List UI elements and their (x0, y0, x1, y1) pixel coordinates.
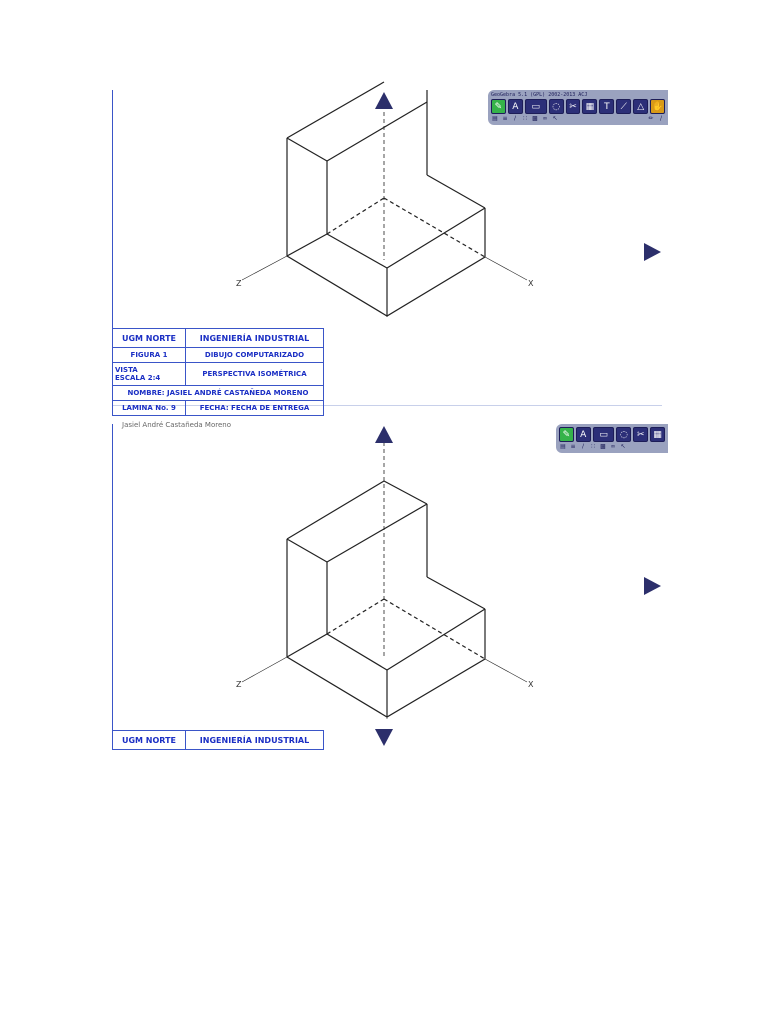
figure-cell: FIGURA 1 (113, 348, 186, 363)
ruler-icon[interactable]: ▭ (593, 427, 615, 442)
letter-a-icon[interactable]: A (576, 427, 591, 442)
color-icon[interactable]: ▩ (600, 443, 606, 450)
calculator-icon[interactable]: ▦ (582, 99, 597, 114)
calculator-icon[interactable]: ▦ (650, 427, 665, 442)
title-block (112, 730, 324, 750)
pencil-icon[interactable]: ✏ (648, 115, 654, 122)
glasses-icon[interactable]: ∞ (610, 443, 616, 450)
shape-top-right-edge (327, 102, 427, 161)
shape-step-left (327, 634, 387, 670)
view-scale-cell (113, 363, 186, 386)
shape-step-left (327, 234, 387, 268)
triangle-icon[interactable]: △ (633, 99, 648, 114)
x-axis-label: X (528, 680, 534, 689)
hidden-edge-1 (327, 198, 384, 234)
arrow-up-icon[interactable] (375, 92, 393, 109)
hand-icon[interactable]: ✋ (650, 99, 665, 114)
shape-top-front-edge (287, 539, 327, 562)
subject-cell: DIBUJO COMPUTARIZADO (186, 348, 324, 363)
school-cell: UGM NORTE (113, 731, 186, 750)
title-block (112, 328, 324, 416)
hidden-edge-2 (384, 198, 485, 257)
date-cell: FECHA: FECHA DE ENTREGA (186, 401, 324, 416)
name-cell: NOMBRE: JASIEL ANDRÉ CASTAÑEDA MORENO (113, 386, 324, 401)
x-axis-line (485, 659, 527, 682)
toolbar-title: GeoGebra 5.1 (GPL) 2002-2013 ACJ (491, 92, 588, 98)
z-axis-label: Z (236, 279, 242, 288)
shape-base-left (287, 234, 327, 256)
scale-label: ESCALA 2:4 (115, 374, 161, 382)
geogebra-toolbar (488, 90, 668, 125)
list-icon[interactable]: ≡ (570, 443, 576, 450)
arrow-right-icon[interactable] (644, 243, 661, 261)
z-axis-line (242, 657, 287, 682)
arrow-up-icon[interactable] (375, 426, 393, 443)
scissors-icon[interactable]: ✂ (566, 99, 581, 114)
shape-step-right (387, 208, 485, 268)
list-icon[interactable]: ≡ (502, 115, 508, 122)
pen-icon[interactable]: ✎ (559, 427, 574, 442)
sheet-cell: LAMINA No. 9 (113, 401, 186, 416)
eraser-icon[interactable]: ◌ (549, 99, 564, 114)
hidden-edge-1 (327, 599, 384, 634)
shape-top-right-edge (327, 504, 427, 562)
dots-icon[interactable]: ∷ (523, 115, 527, 122)
cut-off-text: Jasiel André Castañeda Moreno (122, 421, 231, 429)
career-cell: INGENIERÍA INDUSTRIAL (186, 731, 324, 750)
shape-base-left (287, 634, 327, 657)
scissors-icon[interactable]: ✂ (633, 427, 648, 442)
geogebra-toolbar (556, 424, 668, 453)
grid-icon[interactable]: ▤ (492, 115, 498, 122)
line-icon[interactable]: ∕ (581, 443, 585, 450)
school-cell: UGM NORTE (113, 329, 186, 348)
view-label: VISTA (115, 366, 138, 374)
text-icon[interactable]: T (599, 99, 614, 114)
career-cell: INGENIERÍA INDUSTRIAL (186, 329, 324, 348)
shape-top-back-edge (384, 481, 427, 504)
hidden-edge-2 (384, 599, 485, 659)
eraser-icon[interactable]: ◌ (616, 427, 631, 442)
z-axis-label: Z (236, 680, 242, 689)
ruler-icon[interactable]: ▭ (525, 99, 547, 114)
cursor-icon[interactable]: ↖ (552, 115, 558, 122)
shape-top-left-edge (287, 481, 384, 539)
x-axis-line (485, 257, 527, 280)
drawing-view-1 (112, 90, 664, 412)
z-axis-line (242, 256, 287, 280)
pen-icon[interactable]: ✎ (491, 99, 506, 114)
cursor-icon[interactable]: ↖ (620, 443, 626, 450)
color-icon[interactable]: ▩ (532, 115, 538, 122)
shape-step-right (387, 609, 485, 670)
shape-step-back (427, 577, 485, 609)
shape-outline (287, 138, 485, 316)
shape-top-left-edge (287, 82, 384, 138)
shape-step-back (427, 175, 485, 208)
arrow-down-icon[interactable] (375, 729, 393, 746)
line-icon[interactable]: ∕ (513, 115, 517, 122)
graph-icon[interactable]: ⟋ (616, 99, 631, 114)
drawing-view-2 (112, 421, 662, 746)
brush-icon[interactable]: / (659, 115, 663, 122)
isometric-drawing (112, 424, 662, 746)
x-axis-label: X (528, 279, 534, 288)
arrow-right-icon[interactable] (644, 577, 661, 595)
letter-a-icon[interactable]: A (508, 99, 523, 114)
shape-top-front-edge (287, 138, 327, 161)
grid-icon[interactable]: ▤ (560, 443, 566, 450)
dots-icon[interactable]: ∷ (591, 443, 595, 450)
projection-cell: PERSPECTIVA ISOMÉTRICA (186, 363, 324, 386)
glasses-icon[interactable]: ∞ (542, 115, 548, 122)
